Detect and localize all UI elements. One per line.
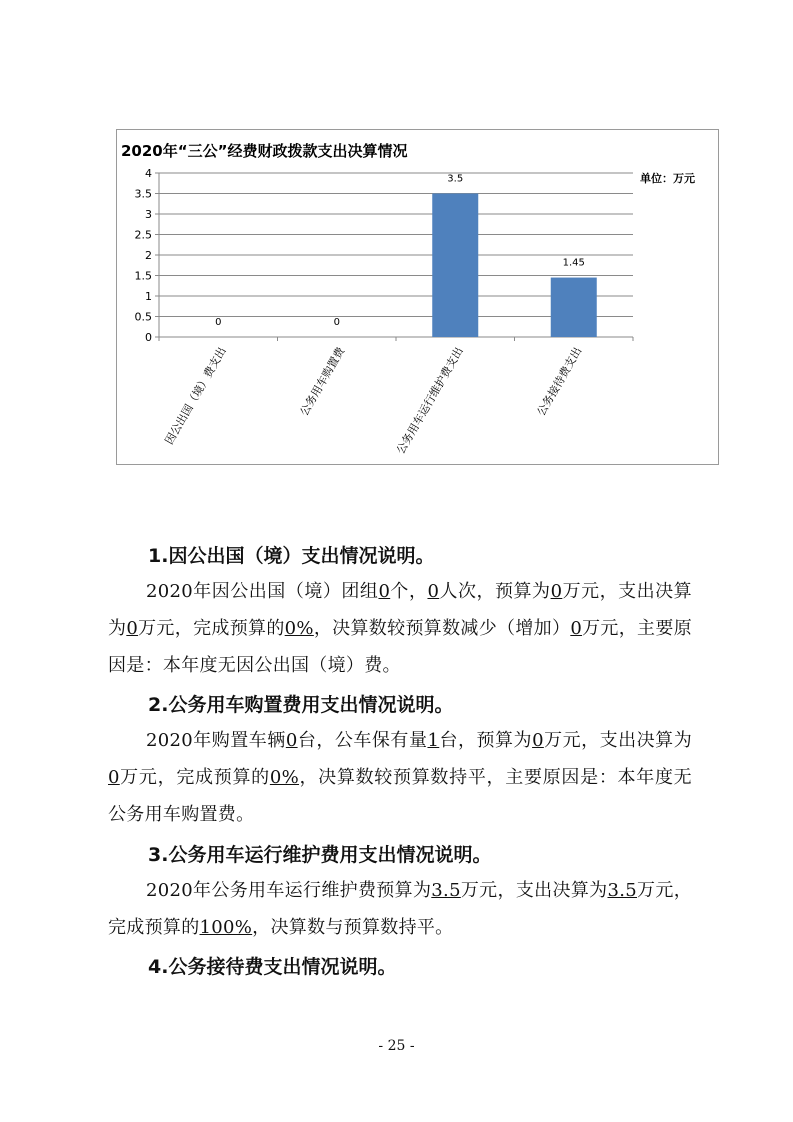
y-tick-label: 1 (145, 290, 152, 303)
underlined-figure: 0 (570, 618, 583, 639)
bar (432, 194, 478, 338)
section-2-heading: 2.公务用车购置费用支出情况说明。 (148, 694, 454, 716)
data-label: 1.45 (562, 257, 585, 269)
y-tick-label: 2 (145, 249, 152, 262)
y-tick-label: 1.5 (134, 269, 152, 283)
section-1-heading: 1.因公出国（境）支出情况说明。 (148, 545, 435, 567)
y-tick-label: 0 (145, 331, 152, 344)
y-tick-label: 0.5 (134, 310, 152, 324)
paragraph-text: 万元，完成预算的 (108, 880, 692, 938)
paragraph-text: 万元，完成预算的 (138, 618, 285, 639)
underlined-figure: 0 (108, 767, 120, 788)
underlined-figure: 0 (427, 581, 440, 602)
category-label: 公务接待费支出 (534, 345, 585, 419)
section-3-paragraph (108, 872, 692, 946)
y-tick-label: 4 (145, 167, 152, 180)
y-tick-label: 3.5 (134, 187, 152, 201)
category-label: 公务用车购置费 (297, 345, 348, 419)
underlined-figure: 0 (285, 730, 298, 751)
underlined-figure: 0 (378, 581, 391, 602)
paragraph-text: 万元，支出决算为 (543, 730, 693, 751)
chart-title: 2020年“三公”经费财政拨款支出决算情况 (121, 142, 408, 160)
paragraph-text: 万元，支出决算为 (460, 880, 608, 901)
paragraph-text: 人次，预算为 (439, 581, 551, 602)
section-4-heading: 4.公务接待费支出情况说明。 (148, 956, 397, 978)
underlined-figure: 0 (126, 618, 139, 639)
paragraph-text: 2020年购置车辆 (146, 730, 286, 751)
underlined-figure: 1 (427, 730, 440, 751)
paragraph-text: 万元，主要原因是：本年度无因公出国（境）费。 (108, 618, 692, 676)
category-label: 公务用车运行维护费支出 (394, 345, 466, 457)
underlined-figure: 0% (269, 767, 300, 788)
underlined-figure: 100% (199, 917, 253, 938)
paragraph-text: 万元，支出决算为 (108, 581, 692, 639)
page-number: - 25 - (378, 1038, 415, 1054)
section-1-paragraph (108, 573, 692, 684)
paragraph-text: ，决算数较预算数持平，主要原因是：本年度无公务用车购置费。 (108, 767, 692, 825)
paragraph-text: 2020年公务用车运行维护费预算为 (146, 880, 432, 901)
paragraph-text: 个， (390, 581, 428, 602)
data-label: 0 (215, 317, 222, 328)
paragraph-text: 万元，完成预算的 (119, 767, 270, 788)
category-label: 因公出国（境）费支出 (162, 345, 229, 447)
underlined-figure: 3.5 (431, 880, 461, 901)
section-2-paragraph (108, 722, 692, 833)
y-tick-label: 2.5 (134, 228, 152, 242)
underlined-figure: 0% (284, 618, 314, 639)
paragraph-text: 2020年因公出国（境）团组 (146, 581, 379, 602)
section-3-heading: 3.公务用车运行维护费用支出情况说明。 (148, 844, 492, 866)
bar (551, 278, 597, 337)
data-label: 0 (333, 317, 340, 328)
paragraph-text: 台，公车保有量 (297, 730, 428, 751)
underlined-figure: 0 (532, 730, 544, 751)
paragraph-text: ，决算数较预算数减少（增加） (313, 618, 571, 639)
data-label: 3.5 (447, 173, 464, 185)
paragraph-text: ，决算数与预算数持平。 (252, 917, 454, 938)
underlined-figure: 3.5 (607, 880, 638, 901)
chart-unit-label: 单位：万元 (640, 172, 695, 185)
bar-chart (117, 130, 718, 464)
paragraph-text: 台，预算为 (439, 730, 533, 751)
chart-container (116, 129, 719, 465)
underlined-figure: 0 (550, 581, 563, 602)
y-tick-label: 3 (145, 208, 152, 221)
